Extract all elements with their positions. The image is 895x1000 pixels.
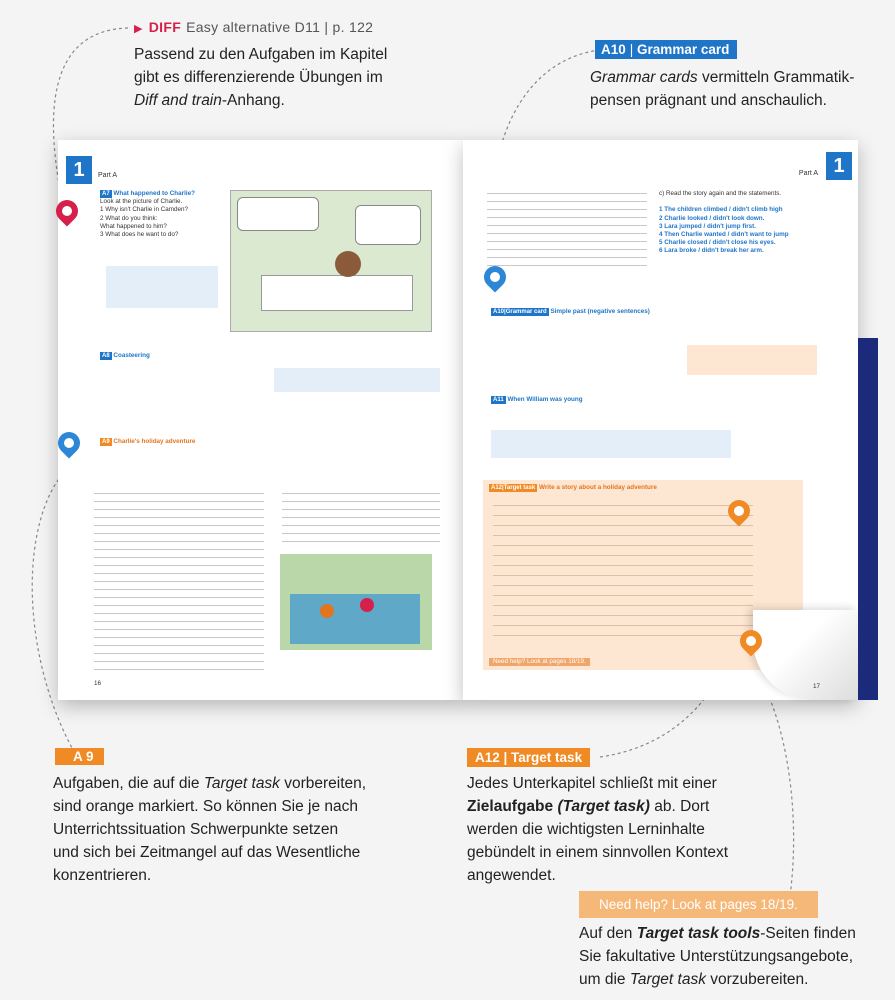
target-task-header: A12|Target task Write a story about a holiday adventure <box>491 484 657 491</box>
a10-hint-box <box>687 345 817 375</box>
hospital-illustration <box>230 190 432 332</box>
chapter-tab-right: 1 <box>826 152 852 180</box>
sea-illustration <box>290 594 420 644</box>
story-text-column <box>94 490 264 670</box>
grammar-card-badge: A10 | Grammar card <box>595 40 737 59</box>
a9-badge: A 9 <box>55 748 104 766</box>
diff-description: Passend zu den Aufgaben im Kapitel gibt es differenzierende Übungen im Diff and train-Anhang. <box>134 46 388 109</box>
task-a10: A10|Grammar card Simple past (negative sentences) <box>493 308 650 315</box>
a9-description: Aufgaben, die auf die Target task vorbereiten, sind orange markiert. So können Sie je nach Unterrichtssituation Schwerpunkte setzen und sich bei Zeitmangel auf das Wesentliche konzentrieren. <box>53 775 367 884</box>
a7-hint-box <box>106 266 218 308</box>
target-task-badge: A12 | Target task <box>467 748 590 767</box>
need-help-banner: Need help? Look at pages 18/19. <box>579 891 818 918</box>
story-text-continued <box>487 190 647 268</box>
grammar-card-description: Grammar cards vermitteln Grammatik- pensen prägnant und anschaulich. <box>590 69 855 109</box>
task-a11: A11 When William was young <box>493 396 583 403</box>
cliff-illustration <box>280 554 432 650</box>
back-cover-edge <box>858 338 878 700</box>
a8-hint-box <box>274 368 440 392</box>
right-book-page <box>463 140 858 700</box>
page-number-left: 16 <box>94 680 102 687</box>
task-a7: A7 What happened to Charlie? Look at the picture of Charlie. 1 Why isn't Charlie in Camden? 2 What do you think: What happened to him? 3 What does he want to do? <box>100 190 195 239</box>
figure-illustration <box>360 598 374 612</box>
part-label-right: Part A <box>798 170 818 177</box>
hospital-bed <box>261 275 413 311</box>
left-book-page <box>58 140 463 700</box>
diff-reference: ▶ DIFF Easy alternative D11 | p. 122 <box>134 19 374 35</box>
story-text-column <box>282 490 440 546</box>
target-task-footer: Need help? Look at pages 18/19. <box>489 658 590 666</box>
triangle-icon: ▶ <box>134 23 143 35</box>
chapter-tab-left: 1 <box>66 156 92 184</box>
target-task-text <box>493 500 753 640</box>
task-a9: A9 Charlie's holiday adventure <box>102 438 196 445</box>
figure-illustration <box>320 604 334 618</box>
need-help-description: Auf den Target task tools-Seiten finden Sie fakultative Unterstützungsangebote, um die Target task vorzubereiten. <box>579 925 856 988</box>
a11-hint-box <box>491 430 731 458</box>
part-label-left: Part A <box>98 172 118 179</box>
speech-bubble <box>237 197 319 231</box>
task-a8: A8 Coasteering <box>102 352 150 359</box>
page-number-right: 17 <box>813 683 821 690</box>
target-task-description: Jedes Unterkapitel schließt mit einer Zielaufgabe (Target task) ab. Dort werden die wichtigsten Lerninhalte gebündelt in einem sinnvollen Kontext angewendet. <box>467 775 729 884</box>
task-c-statements: c) Read the story again and the statements. 1 The children climbed / didn't climb high 2 Charlie looked / didn't look down. 3 Lara jumped / didn't jump first. 4 Then Charlie wanted / didn't want to jump 5 Charlie closed / didn't close his eyes. 6 Lara broke / didn't break her arm. <box>659 190 789 255</box>
page-curl <box>753 610 858 700</box>
speech-bubble <box>355 205 421 245</box>
charlie-figure <box>335 251 361 277</box>
